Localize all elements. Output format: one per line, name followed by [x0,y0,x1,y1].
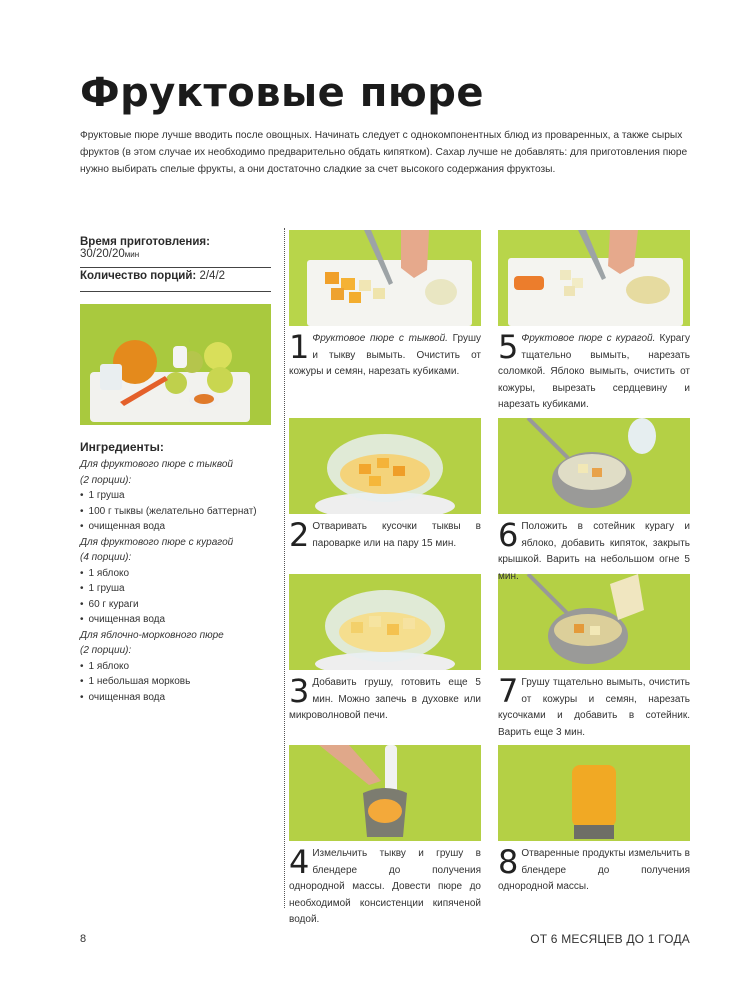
step-7-photo [498,574,690,670]
ingredient-line: • 100 г тыквы (желательно баттернат) [80,504,280,520]
step-3-photo [289,574,481,670]
section-title: ОТ 6 МЕСЯЦЕВ ДО 1 ГОДА [530,932,690,946]
step-number: 3 [289,672,310,710]
step-text: Грушу и тыкву вымыть. Очистить от кожуры и семян, нарезать кубиками. [289,333,481,377]
step-text: Курагу тщательно вымыть, нарезать соломкой. Яблоко вымыть, очистить от кожуры, вырезать сердцевину и нарезать кубиками. [498,333,690,410]
ingredients-title: Ингредиенты: [80,440,164,454]
step-text: Добавить грушу, готовить еще 5 мин. Можно запечь в духовке или микроволновой печи. [289,677,481,721]
divider [80,291,271,292]
step-6-photo [498,418,690,514]
ingredient-line: • очищенная вода [80,690,280,706]
step-number: 6 [498,516,519,554]
step-5-photo [498,230,690,326]
ingredient-line: (2 порции): [80,645,132,656]
step-8 [498,843,690,896]
step-3 [289,672,481,725]
ingredient-line: • 60 г кураги [80,597,280,613]
ingredient-line: • очищенная вода [80,519,280,535]
servings-label: Количество порций: [80,270,197,282]
ingredient-line: • 1 яблоко [80,566,280,582]
column-divider [284,228,285,908]
step-4-photo [289,745,481,841]
step-5 [498,328,690,414]
ingredient-line: • 1 груша [80,488,280,504]
ingredient-line: (4 порции): [80,552,132,563]
step-number: 4 [289,843,310,881]
step-number: 1 [289,328,310,366]
step-1 [289,328,481,381]
step-8-photo [498,745,690,841]
step-number: 8 [498,843,519,881]
step-1-photo [289,230,481,326]
page-title: Фруктовые пюре [80,70,485,116]
cook-time [80,236,271,260]
ingredients-photo [80,304,271,425]
ingredient-line: Для фруктового пюре с курагой [80,536,234,548]
cook-time-unit: мин [124,250,140,259]
page-number: 8 [80,933,87,945]
step-number: 7 [498,672,519,710]
ingredient-line: Для яблочно-морковного пюре [80,629,224,641]
step-4 [289,843,481,929]
step-number: 2 [289,516,310,554]
servings-value: 2/4/2 [199,270,226,282]
servings [80,270,271,282]
ingredient-line: Для фруктового пюре с тыквой [80,459,233,470]
step-7 [498,672,690,741]
step-6 [498,516,690,585]
step-text: Измельчить тыкву и грушу в блендере до получения однородной массы. Довести пюре до необходимой консистенции кипяченой водой. [289,848,481,925]
ingredients-list [80,457,280,705]
step-2-photo [289,418,481,514]
intro-paragraph: Фруктовые пюре лучше вводить после овощных. Начинать следует с однокомпонентных блюд из проваренных, а также сырых фруктов (в этом случае их необходимо предварительно обдать кипятком). Сахар лучше не добавлять: для приготовления пюре нужно выбирать спелые фрукты, а они достаточно сладкие за счет высокого содержания фруктозы. [80,130,688,175]
step-text: Отваривать кусочки тыквы в пароварке или на пару 15 мин. [312,521,481,549]
step-text: Грушу тщательно вымыть, очистить от кожуры и семян, нарезать кусочками и добавить в сотейник. Варить еще 3 мин. [498,677,690,738]
ingredient-line: • 1 небольшая морковь [80,674,280,690]
divider [80,267,271,268]
step-recipe-name: Фруктовое пюре с тыквой. [312,333,448,344]
ingredient-line: • 1 груша [80,581,280,597]
ingredient-line: (2 порции): [80,474,132,486]
step-2 [289,516,481,554]
ingredient-line: • очищенная вода [80,612,280,628]
step-number: 5 [498,328,519,366]
step-text: Положить в сотейник курагу и яблоко, добавить кипяток, закрыть крышкой. Варить на небольшом огне 5 мин. [498,521,690,582]
ingredient-line: • 1 яблоко [80,659,280,675]
cook-time-value: 30/20/20 [80,248,125,260]
step-text: Отваренные продукты измельчить в блендере до получения однородной массы. [498,848,690,892]
cook-time-label: Время приготовления: [80,236,210,248]
step-recipe-name: Фруктовое пюре с курагой. [521,333,656,344]
